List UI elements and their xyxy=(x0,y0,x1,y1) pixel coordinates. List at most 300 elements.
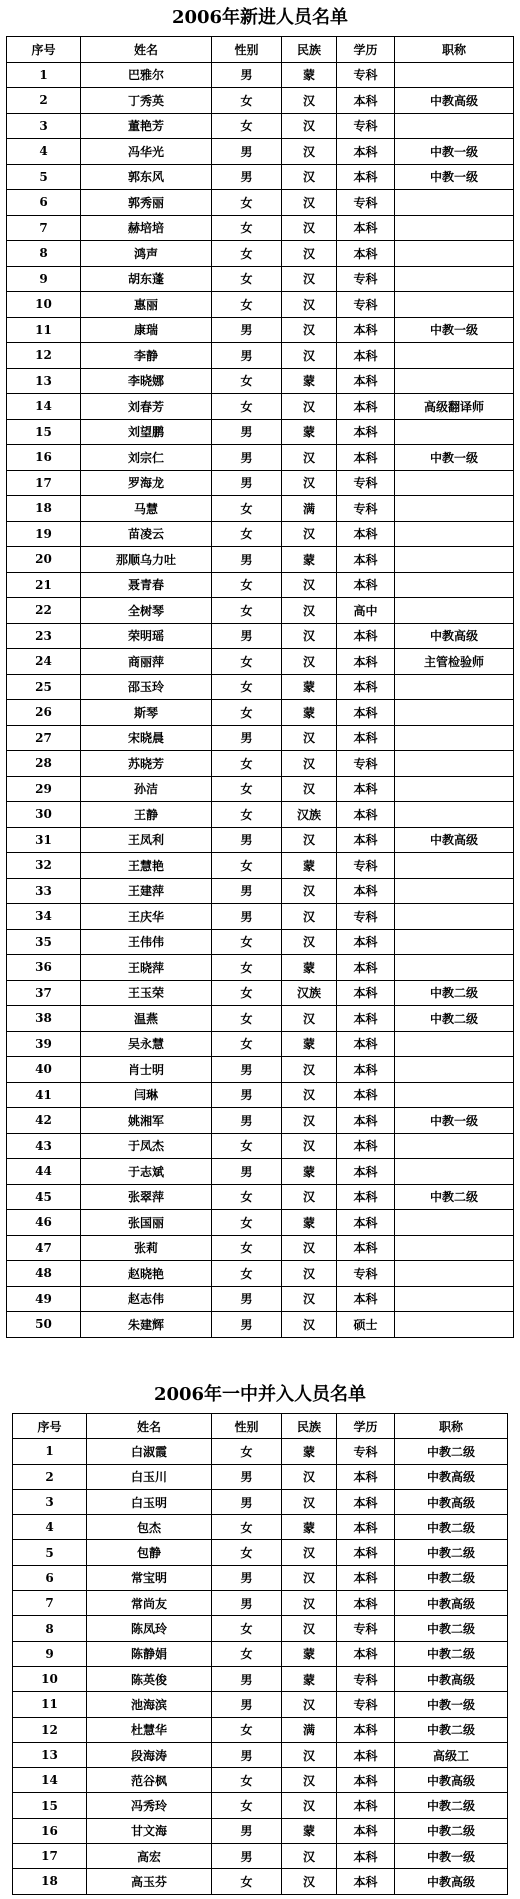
cell-ethnicity: 蒙 xyxy=(282,1641,337,1666)
cell-name: 李晓娜 xyxy=(81,368,212,394)
cell-name: 巴雅尔 xyxy=(81,62,212,88)
cell-index: 11 xyxy=(13,1692,87,1717)
cell-education: 本科 xyxy=(337,1286,395,1312)
cell-title: 中教二级 xyxy=(395,1641,508,1666)
cell-ethnicity: 蒙 xyxy=(282,547,337,573)
cell-ethnicity: 汉 xyxy=(282,1489,337,1514)
cell-name: 于志斌 xyxy=(81,1159,212,1185)
cell-gender: 男 xyxy=(212,419,282,445)
cell-title: 高级工 xyxy=(395,1742,508,1767)
cell-gender: 女 xyxy=(212,113,282,139)
cell-index: 27 xyxy=(7,725,81,751)
cell-index: 37 xyxy=(7,980,81,1006)
cell-index: 41 xyxy=(7,1082,81,1108)
cell-index: 10 xyxy=(7,292,81,318)
cell-name: 池海滨 xyxy=(87,1692,212,1717)
table-row xyxy=(7,470,514,496)
cell-name: 苗凌云 xyxy=(81,521,212,547)
table-row xyxy=(7,521,514,547)
cell-education: 本科 xyxy=(337,1489,395,1514)
cell-gender: 女 xyxy=(212,1133,282,1159)
cell-gender: 男 xyxy=(212,827,282,853)
cell-gender: 女 xyxy=(212,1031,282,1057)
cell-ethnicity: 汉 xyxy=(282,1844,337,1869)
table1-title: 2006年新进人员名单 xyxy=(171,7,349,28)
cell-index: 1 xyxy=(7,62,81,88)
cell-name: 董艳芳 xyxy=(81,113,212,139)
header-index: 序号 xyxy=(13,1414,87,1439)
cell-ethnicity: 汉 xyxy=(282,1184,337,1210)
table-row xyxy=(7,62,514,88)
cell-ethnicity: 汉 xyxy=(282,394,337,420)
cell-gender: 女 xyxy=(212,1540,282,1565)
cell-index: 2 xyxy=(13,1464,87,1489)
cell-title: 中教二级 xyxy=(395,1006,514,1032)
table-row xyxy=(13,1818,508,1843)
cell-education: 本科 xyxy=(337,827,395,853)
cell-index: 3 xyxy=(13,1489,87,1514)
cell-gender: 女 xyxy=(212,1869,282,1894)
cell-gender: 女 xyxy=(212,955,282,981)
cell-ethnicity: 蒙 xyxy=(282,1159,337,1185)
cell-gender: 女 xyxy=(212,496,282,522)
header-gender: 性别 xyxy=(212,1414,282,1439)
cell-ethnicity: 蒙 xyxy=(282,1210,337,1236)
cell-title xyxy=(395,674,514,700)
merged-staff-table xyxy=(12,1413,508,1895)
cell-title xyxy=(395,572,514,598)
cell-education: 本科 xyxy=(337,164,395,190)
cell-ethnicity: 汉 xyxy=(282,1591,337,1616)
table-row xyxy=(7,139,514,165)
cell-gender: 男 xyxy=(212,1692,282,1717)
table-row xyxy=(7,343,514,369)
cell-index: 31 xyxy=(7,827,81,853)
cell-gender: 男 xyxy=(212,470,282,496)
cell-gender: 男 xyxy=(212,623,282,649)
table-row xyxy=(13,1616,508,1641)
cell-title: 中教二级 xyxy=(395,1818,508,1843)
cell-ethnicity: 汉 xyxy=(282,598,337,624)
cell-index: 11 xyxy=(7,317,81,343)
cell-gender: 男 xyxy=(212,878,282,904)
cell-title: 主管检验师 xyxy=(395,649,514,675)
header-education: 学历 xyxy=(337,1414,395,1439)
table-row xyxy=(13,1692,508,1717)
cell-title: 中教高级 xyxy=(395,1489,508,1514)
cell-index: 1 xyxy=(13,1439,87,1464)
cell-education: 本科 xyxy=(337,1869,395,1894)
cell-name: 邵玉玲 xyxy=(81,674,212,700)
cell-education: 本科 xyxy=(337,368,395,394)
cell-name: 王庆华 xyxy=(81,904,212,930)
cell-gender: 女 xyxy=(212,292,282,318)
cell-ethnicity: 汉 xyxy=(282,1108,337,1134)
cell-index: 18 xyxy=(7,496,81,522)
header-gender: 性别 xyxy=(212,37,282,63)
cell-ethnicity: 蒙 xyxy=(282,1818,337,1843)
cell-name: 高宏 xyxy=(87,1844,212,1869)
cell-title: 中教一级 xyxy=(395,445,514,471)
cell-title: 中教二级 xyxy=(395,980,514,1006)
cell-education: 本科 xyxy=(337,980,395,1006)
cell-gender: 女 xyxy=(212,1768,282,1793)
cell-name: 于凤杰 xyxy=(81,1133,212,1159)
table-row xyxy=(7,1006,514,1032)
table-row xyxy=(7,1286,514,1312)
cell-education: 本科 xyxy=(337,88,395,114)
cell-gender: 女 xyxy=(212,929,282,955)
cell-ethnicity: 汉 xyxy=(282,1235,337,1261)
cell-education: 本科 xyxy=(337,1464,395,1489)
cell-education: 本科 xyxy=(337,700,395,726)
cell-title xyxy=(395,343,514,369)
header-ethnicity: 民族 xyxy=(282,37,337,63)
cell-name: 王凤利 xyxy=(81,827,212,853)
cell-name: 王晓萍 xyxy=(81,955,212,981)
cell-name: 郭东风 xyxy=(81,164,212,190)
cell-education: 专科 xyxy=(337,1616,395,1641)
cell-gender: 女 xyxy=(212,1515,282,1540)
cell-ethnicity: 汉 xyxy=(282,776,337,802)
cell-education: 专科 xyxy=(337,1439,395,1464)
cell-gender: 女 xyxy=(212,1235,282,1261)
cell-education: 本科 xyxy=(337,929,395,955)
cell-gender: 男 xyxy=(212,1818,282,1843)
cell-name: 商丽萍 xyxy=(81,649,212,675)
cell-name: 赵志伟 xyxy=(81,1286,212,1312)
cell-ethnicity: 汉 xyxy=(282,470,337,496)
cell-name: 温燕 xyxy=(81,1006,212,1032)
cell-education: 本科 xyxy=(337,547,395,573)
cell-index: 44 xyxy=(7,1159,81,1185)
cell-index: 38 xyxy=(7,1006,81,1032)
cell-gender: 男 xyxy=(212,62,282,88)
cell-title xyxy=(395,1057,514,1083)
cell-gender: 女 xyxy=(212,88,282,114)
cell-education: 专科 xyxy=(337,1261,395,1287)
cell-title xyxy=(395,521,514,547)
cell-name: 张莉 xyxy=(81,1235,212,1261)
cell-gender: 女 xyxy=(212,190,282,216)
cell-index: 30 xyxy=(7,802,81,828)
cell-title xyxy=(395,1286,514,1312)
table-row xyxy=(7,1159,514,1185)
cell-title: 中教二级 xyxy=(395,1565,508,1590)
header-title: 职称 xyxy=(395,37,514,63)
cell-index: 13 xyxy=(13,1742,87,1767)
cell-title: 中教二级 xyxy=(395,1616,508,1641)
table-row xyxy=(7,394,514,420)
table-row xyxy=(7,241,514,267)
cell-education: 本科 xyxy=(337,955,395,981)
cell-index: 4 xyxy=(13,1515,87,1540)
cell-name: 张翠萍 xyxy=(81,1184,212,1210)
cell-ethnicity: 汉 xyxy=(282,1540,337,1565)
cell-title xyxy=(395,62,514,88)
cell-index: 18 xyxy=(13,1869,87,1894)
cell-ethnicity: 汉 xyxy=(282,751,337,777)
cell-ethnicity: 汉 xyxy=(282,292,337,318)
table-row xyxy=(13,1717,508,1742)
cell-title xyxy=(395,190,514,216)
cell-title xyxy=(395,496,514,522)
cell-title: 中教一级 xyxy=(395,1844,508,1869)
cell-ethnicity: 汉 xyxy=(282,1869,337,1894)
cell-ethnicity: 蒙 xyxy=(282,62,337,88)
cell-education: 本科 xyxy=(337,776,395,802)
cell-name: 胡东蓬 xyxy=(81,266,212,292)
cell-education: 专科 xyxy=(337,266,395,292)
cell-gender: 男 xyxy=(212,1159,282,1185)
table-row xyxy=(13,1793,508,1818)
cell-index: 16 xyxy=(13,1818,87,1843)
cell-index: 16 xyxy=(7,445,81,471)
table-row xyxy=(7,1261,514,1287)
cell-gender: 男 xyxy=(212,139,282,165)
cell-name: 范谷枫 xyxy=(87,1768,212,1793)
cell-title: 中教高级 xyxy=(395,827,514,853)
cell-name: 鸿声 xyxy=(81,241,212,267)
cell-index: 33 xyxy=(7,878,81,904)
cell-education: 硕士 xyxy=(337,1312,395,1338)
cell-name: 陈凤玲 xyxy=(87,1616,212,1641)
cell-ethnicity: 蒙 xyxy=(282,368,337,394)
table-row xyxy=(7,598,514,624)
cell-index: 6 xyxy=(7,190,81,216)
cell-name: 甘文海 xyxy=(87,1818,212,1843)
cell-ethnicity: 汉 xyxy=(282,215,337,241)
cell-education: 专科 xyxy=(337,496,395,522)
cell-index: 36 xyxy=(7,955,81,981)
cell-education: 本科 xyxy=(337,394,395,420)
cell-gender: 女 xyxy=(212,649,282,675)
cell-name: 斯琴 xyxy=(81,700,212,726)
cell-ethnicity: 汉 xyxy=(282,317,337,343)
cell-name: 白淑霞 xyxy=(87,1439,212,1464)
table-row xyxy=(13,1540,508,1565)
cell-index: 15 xyxy=(7,419,81,445)
cell-education: 专科 xyxy=(337,113,395,139)
table-row xyxy=(7,292,514,318)
cell-name: 常尚友 xyxy=(87,1591,212,1616)
cell-gender: 男 xyxy=(212,1286,282,1312)
cell-education: 本科 xyxy=(337,419,395,445)
cell-name: 白玉明 xyxy=(87,1489,212,1514)
cell-ethnicity: 汉 xyxy=(282,929,337,955)
cell-title xyxy=(395,776,514,802)
cell-name: 罗海龙 xyxy=(81,470,212,496)
cell-title xyxy=(395,1312,514,1338)
cell-title xyxy=(395,1261,514,1287)
table-row xyxy=(13,1641,508,1666)
cell-index: 39 xyxy=(7,1031,81,1057)
cell-education: 专科 xyxy=(337,292,395,318)
cell-education: 专科 xyxy=(337,62,395,88)
cell-name: 王静 xyxy=(81,802,212,828)
cell-name: 白玉川 xyxy=(87,1464,212,1489)
cell-education: 本科 xyxy=(337,1057,395,1083)
table-row xyxy=(13,1869,508,1894)
table-row xyxy=(7,700,514,726)
cell-gender: 女 xyxy=(212,853,282,879)
table-row xyxy=(7,1184,514,1210)
cell-index: 8 xyxy=(13,1616,87,1641)
cell-ethnicity: 汉 xyxy=(282,190,337,216)
cell-index: 19 xyxy=(7,521,81,547)
cell-gender: 男 xyxy=(212,1742,282,1767)
cell-ethnicity: 蒙 xyxy=(282,1439,337,1464)
cell-gender: 男 xyxy=(212,1591,282,1616)
cell-index: 45 xyxy=(7,1184,81,1210)
table-header-row xyxy=(7,37,514,63)
cell-title: 高级翻译师 xyxy=(395,394,514,420)
cell-title xyxy=(395,904,514,930)
cell-index: 14 xyxy=(13,1768,87,1793)
cell-title xyxy=(395,368,514,394)
cell-index: 12 xyxy=(13,1717,87,1742)
cell-gender: 女 xyxy=(212,598,282,624)
cell-gender: 女 xyxy=(212,1210,282,1236)
cell-ethnicity: 蒙 xyxy=(282,419,337,445)
cell-ethnicity: 蒙 xyxy=(282,1515,337,1540)
header-title: 职称 xyxy=(395,1414,508,1439)
cell-ethnicity: 汉 xyxy=(282,1312,337,1338)
cell-name: 冯秀玲 xyxy=(87,1793,212,1818)
cell-index: 6 xyxy=(13,1565,87,1590)
cell-gender: 女 xyxy=(212,980,282,1006)
new-staff-table xyxy=(6,36,514,1338)
cell-title xyxy=(395,725,514,751)
cell-education: 本科 xyxy=(337,1565,395,1590)
cell-education: 专科 xyxy=(337,904,395,930)
cell-index: 34 xyxy=(7,904,81,930)
table-row xyxy=(7,674,514,700)
cell-gender: 男 xyxy=(212,1108,282,1134)
cell-name: 刘春芳 xyxy=(81,394,212,420)
cell-title xyxy=(395,266,514,292)
cell-title xyxy=(395,955,514,981)
cell-name: 丁秀英 xyxy=(81,88,212,114)
cell-gender: 女 xyxy=(212,776,282,802)
cell-title xyxy=(395,802,514,828)
cell-index: 7 xyxy=(13,1591,87,1616)
cell-gender: 女 xyxy=(212,1261,282,1287)
cell-ethnicity: 汉 xyxy=(282,1692,337,1717)
cell-name: 全树琴 xyxy=(81,598,212,624)
cell-education: 高中 xyxy=(337,598,395,624)
cell-education: 本科 xyxy=(337,1235,395,1261)
table-row xyxy=(7,980,514,1006)
cell-education: 本科 xyxy=(337,725,395,751)
cell-gender: 男 xyxy=(212,1565,282,1590)
cell-gender: 男 xyxy=(212,164,282,190)
table-row xyxy=(7,317,514,343)
cell-education: 本科 xyxy=(337,1591,395,1616)
cell-ethnicity: 汉 xyxy=(282,725,337,751)
cell-title xyxy=(395,853,514,879)
cell-gender: 男 xyxy=(212,1464,282,1489)
cell-gender: 女 xyxy=(212,215,282,241)
cell-title: 中教高级 xyxy=(395,1666,508,1691)
cell-name: 包静 xyxy=(87,1540,212,1565)
cell-title: 中教一级 xyxy=(395,1108,514,1134)
cell-ethnicity: 汉 xyxy=(282,88,337,114)
cell-gender: 女 xyxy=(212,1616,282,1641)
cell-name: 吴永慧 xyxy=(81,1031,212,1057)
cell-title xyxy=(395,1235,514,1261)
cell-index: 29 xyxy=(7,776,81,802)
cell-ethnicity: 汉 xyxy=(282,827,337,853)
cell-ethnicity: 蒙 xyxy=(282,853,337,879)
cell-gender: 女 xyxy=(212,700,282,726)
cell-title xyxy=(395,1159,514,1185)
cell-education: 本科 xyxy=(337,878,395,904)
cell-index: 24 xyxy=(7,649,81,675)
table-row xyxy=(13,1591,508,1616)
cell-education: 本科 xyxy=(337,521,395,547)
cell-title xyxy=(395,878,514,904)
table-row xyxy=(7,1031,514,1057)
cell-title xyxy=(395,700,514,726)
cell-education: 本科 xyxy=(337,623,395,649)
header-name: 姓名 xyxy=(81,37,212,63)
cell-name: 宋晓晨 xyxy=(81,725,212,751)
cell-ethnicity: 蒙 xyxy=(282,700,337,726)
cell-education: 专科 xyxy=(337,1692,395,1717)
cell-index: 2 xyxy=(7,88,81,114)
cell-gender: 男 xyxy=(212,1312,282,1338)
cell-name: 杜慧华 xyxy=(87,1717,212,1742)
cell-education: 专科 xyxy=(337,751,395,777)
cell-name: 郭秀丽 xyxy=(81,190,212,216)
cell-gender: 女 xyxy=(212,1006,282,1032)
cell-name: 包杰 xyxy=(87,1515,212,1540)
cell-title: 中教二级 xyxy=(395,1793,508,1818)
cell-ethnicity: 汉 xyxy=(282,1565,337,1590)
table-row xyxy=(7,445,514,471)
table-row xyxy=(13,1489,508,1514)
cell-title: 中教一级 xyxy=(395,139,514,165)
cell-title xyxy=(395,470,514,496)
table-row xyxy=(7,266,514,292)
cell-index: 40 xyxy=(7,1057,81,1083)
table-row xyxy=(7,572,514,598)
cell-gender: 男 xyxy=(212,1666,282,1691)
table-row xyxy=(7,1082,514,1108)
cell-ethnicity: 汉 xyxy=(282,649,337,675)
cell-education: 本科 xyxy=(337,1006,395,1032)
cell-gender: 男 xyxy=(212,445,282,471)
table-row xyxy=(7,878,514,904)
cell-ethnicity: 汉 xyxy=(282,1616,337,1641)
cell-title xyxy=(395,292,514,318)
cell-ethnicity: 汉 xyxy=(282,1133,337,1159)
cell-ethnicity: 汉 xyxy=(282,164,337,190)
table-row xyxy=(7,1235,514,1261)
cell-education: 本科 xyxy=(337,317,395,343)
table-row xyxy=(7,853,514,879)
cell-index: 23 xyxy=(7,623,81,649)
header-ethnicity: 民族 xyxy=(282,1414,337,1439)
cell-education: 本科 xyxy=(337,1133,395,1159)
cell-ethnicity: 汉族 xyxy=(282,802,337,828)
cell-ethnicity: 汉 xyxy=(282,623,337,649)
cell-ethnicity: 汉 xyxy=(282,1006,337,1032)
cell-name: 闫琳 xyxy=(81,1082,212,1108)
cell-index: 49 xyxy=(7,1286,81,1312)
cell-gender: 女 xyxy=(212,241,282,267)
